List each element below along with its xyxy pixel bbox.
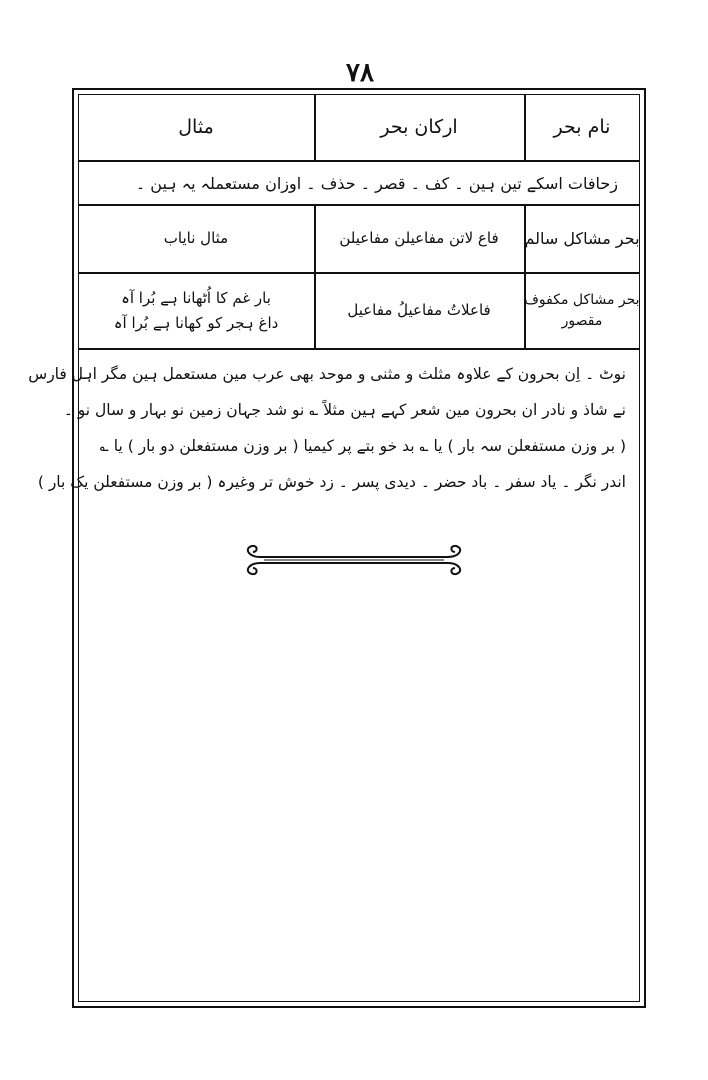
page-number: ۷۸ [346,58,374,88]
table-header-row [78,94,640,162]
table-row [78,206,640,274]
misal-cell [78,274,314,348]
column-divider [524,274,526,348]
misal-line: بار غم کا اُٹھانا ہے بُرا آہ [121,288,271,307]
bahr-name-cell: بحر مشاکل سالم [524,229,640,248]
table-row [78,274,640,350]
note-paragraph [28,356,626,500]
header-arkan: ارکان بحر [380,116,458,138]
note-line: اندر نگر ۔ یاد سفر ۔ باد حضر ۔ دیدی پسر ۔ زد خوش تر وغیرہ ( بر وزن مستفعلن یک بار ) [37,473,626,491]
column-divider [524,94,526,160]
arkan-cell: فاع لاتن مفاعیلن مفاعیلن [339,229,499,248]
ornament-divider-icon [238,540,470,580]
column-divider [314,94,316,160]
column-divider [314,206,316,272]
zihafat-row: زحافات اسکے تین ہین ۔ کف ۔ قصر ۔ حذف ۔ اوزان مستعملہ یہ ہین ۔ [78,162,640,206]
note-line: نے شاذ و نادر ان بحرون مین شعر کہے ہین مثلاً ؎ نو شد جہان زمین نو بہار و سال نو ۔ [63,401,626,419]
column-divider [524,206,526,272]
header-bahr-name: نام بحر [553,116,611,138]
header-misal: مثال [178,116,214,138]
misal-cell: مثال نایاب [163,229,229,248]
misal-line: داغ ہجر کو کھانا ہے بُرا آہ [113,314,279,332]
bahr-name-cell: بحر مشاکل مکفوف مقصور [524,292,640,329]
note-line: ( بر وزن مستفعلن سہ بار ) یا ؎ بد خو بتے پر کیمیا ( بر وزن مستفعلن دو بار ) یا ؎ [99,437,626,455]
column-divider [314,274,316,348]
arkan-cell: فاعلاتُ مفاعیلُ مفاعیل [347,301,491,320]
note-line: نوٹ ۔ اِن بحرون کے علاوہ مثلث و مثنی و موحد بھی عرب مین مستعمل ہین مگر اہل فارس [28,365,626,383]
